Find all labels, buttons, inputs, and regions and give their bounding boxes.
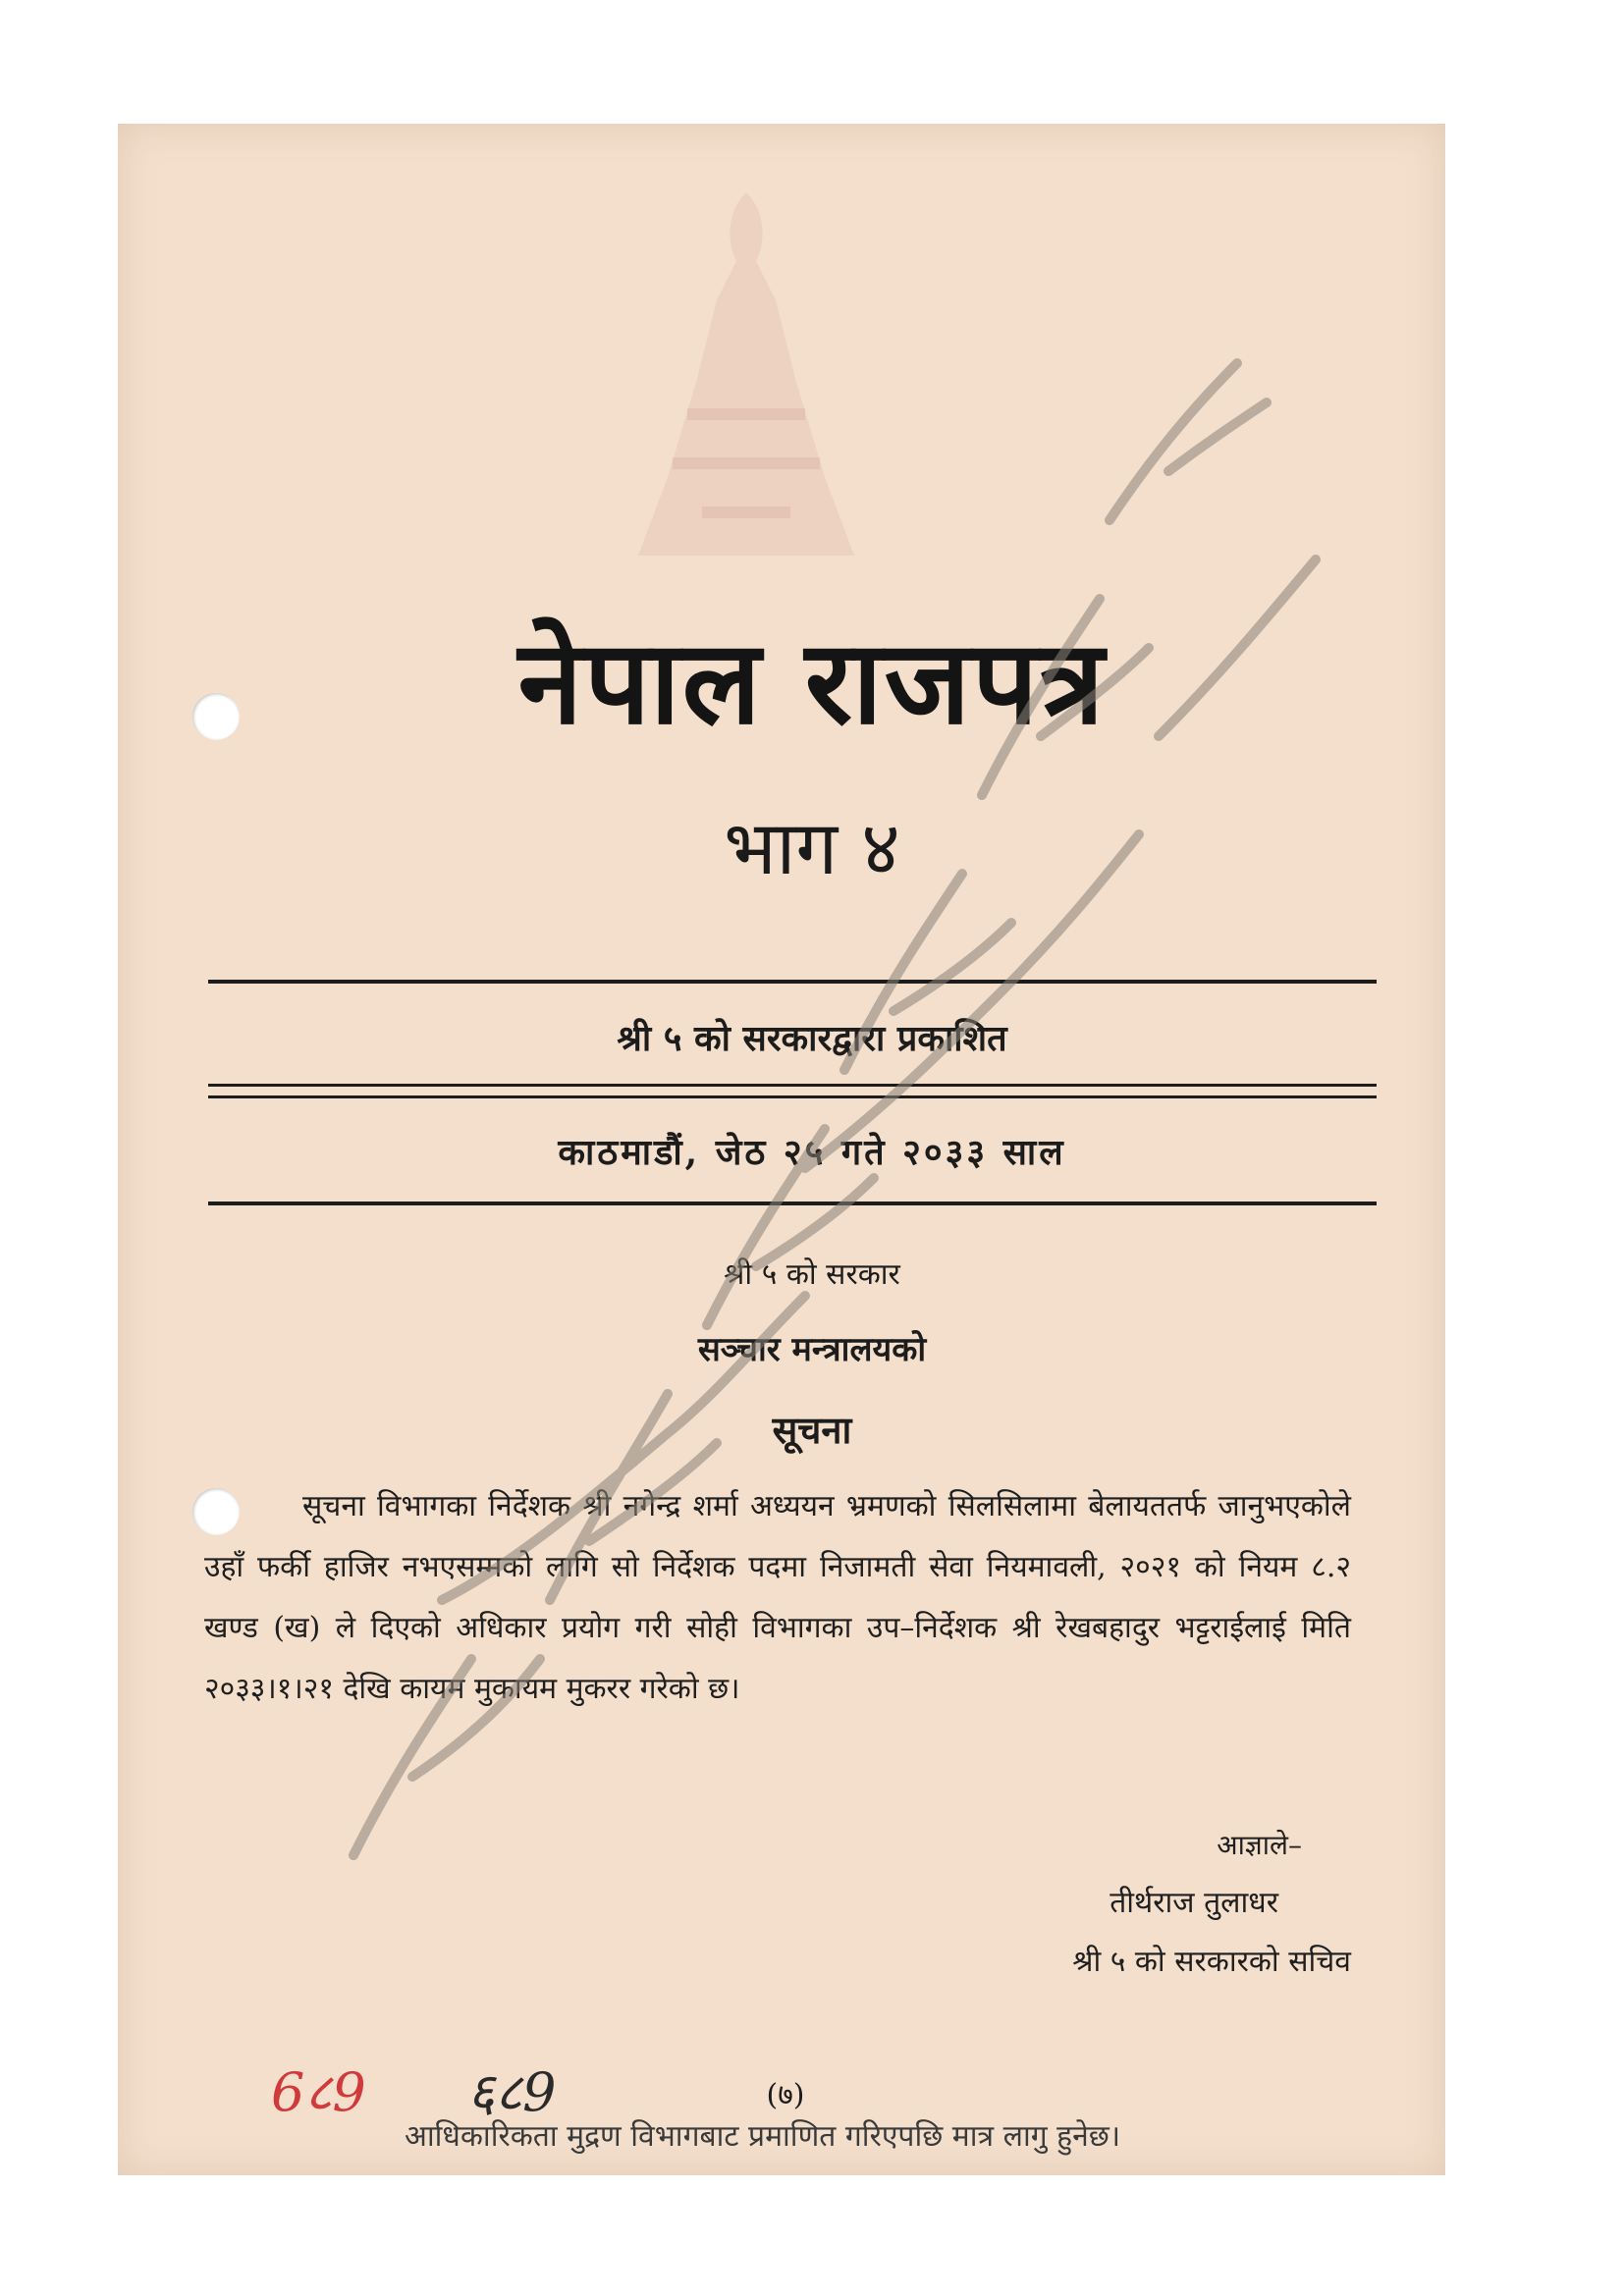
page-number: (७) — [766, 2078, 805, 2112]
dateline: काठमाडौं, जेठ २५ गते २०३३ साल — [558, 1132, 1066, 1173]
handwritten-number-black: ६८9 — [467, 2061, 557, 2123]
publisher-line: श्री ५ को सरकारद्वारा प्रकाशित — [617, 1018, 1007, 1059]
notice-body: सूचना विभागका निर्देशक श्री नगेन्द्र शर्मा अध्ययन भ्रमणको सिलसिलामा बेलायततर्फ जानुभएकोले उहाँ फर्की हाजिर नभएसम्मको लागि सो निर्देशक पदमा निजामती सेवा नियमावली, २०२१ को नियम ८.२ खण्ड (ख) ले दिएको अधिकार प्रयोग गरी सोही विभागका उप–निर्देशक श्री रेखबहादुर भट्टराईलाई मिति २०३३।१।२१ देखि कायम मुकायम मुकरर गरेको छ। — [204, 1489, 1351, 1706]
emblem-stamp-icon — [579, 183, 913, 575]
notice-heading: सूचना — [772, 1408, 852, 1452]
divider-rule — [208, 1095, 1377, 1098]
notice-ministry: सञ्चार मन्त्रालयको — [697, 1330, 927, 1369]
divider-rule — [208, 1201, 1377, 1205]
divider-rule — [208, 1084, 1377, 1087]
footer-note: आधिकारिकता मुद्रण विभागबाट प्रमाणित गरिएपछि मात्र लागु हुनेछ। — [405, 2119, 1121, 2154]
divider-rule — [208, 980, 1377, 984]
signature-name: तीर्थराज तुलाधर — [1110, 1886, 1278, 1920]
handwritten-number-red: 6८9 — [271, 2061, 366, 2123]
signature-order: आज्ञाले– — [1217, 1829, 1302, 1861]
notice-authority: श्री ५ को सरकार — [724, 1257, 900, 1292]
signature-designation: श्री ५ को सरकारको सचिव — [1072, 1945, 1351, 1979]
gazette-part: भाग ४ — [724, 804, 900, 891]
gazette-title: नेपाल राजपत्र — [517, 614, 1107, 750]
